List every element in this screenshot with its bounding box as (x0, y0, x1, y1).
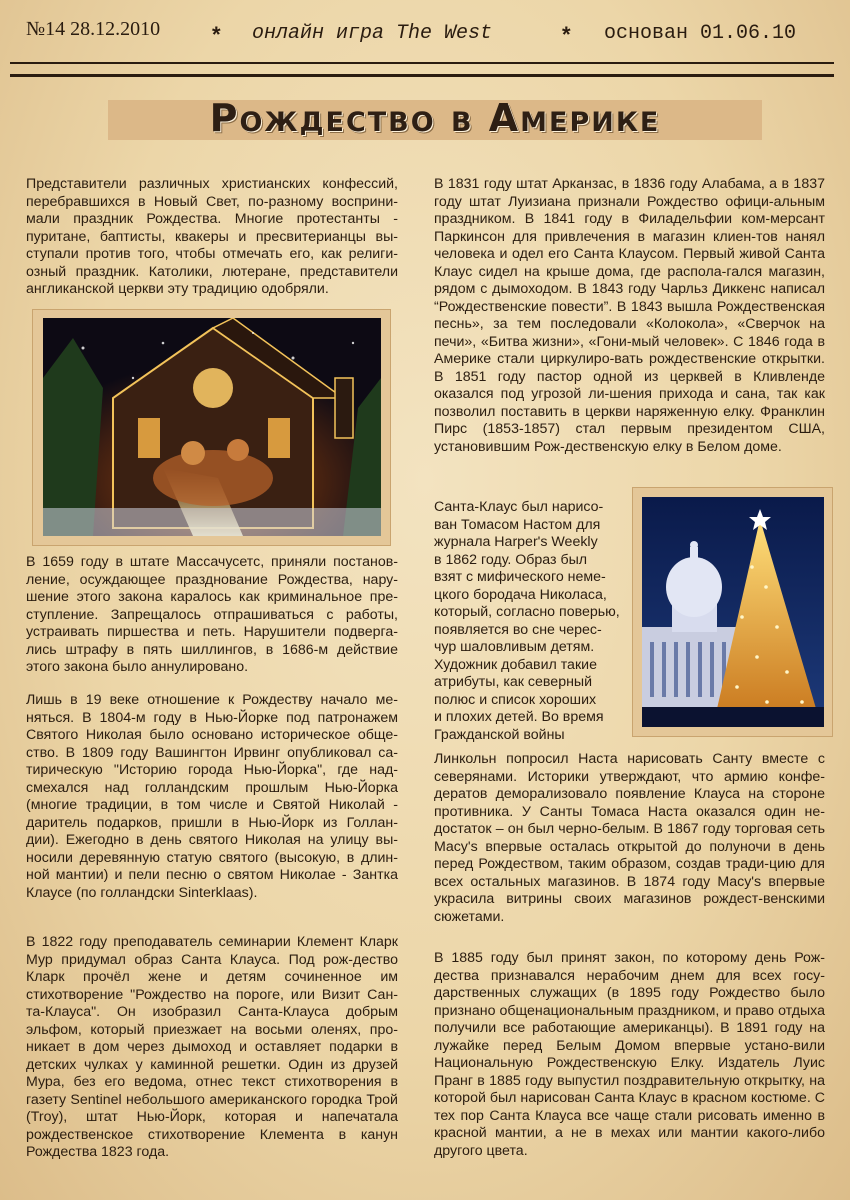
text-line: и плохих детей. Во время (434, 709, 604, 725)
masthead-rule-thick (10, 74, 834, 77)
right-paragraph-3: В 1885 году был принят закон, по которому день Рож-дества признавался нерабочим днем для всех госу-дарственных служащих (в 1895 году Рождество было признано общенациональным праздником, и право отдыха получили все работающие американцы). В 1891 году на лужайке перед Белым Домом впервые устано-вили Национальную Рождественскую Елку. Издатель Луис Пранг в 1885 году выпустил поздравительную открытку, на которой был нарисован Санта Клаус в красном костюме. С тех пор Санта Клауса все чаще стали рисовать именно в красной мантии, а не в мехах или мантии какого-либо другого цвета. (434, 950, 825, 1159)
masthead-star-right: * (562, 22, 571, 47)
left-paragraph-1: Представители различных христианских конфессий, перебравшихся в Новый Свет, по-разному восприни-мали праздник Рождества. Многие протестанты - пуритане, баптисты, квакеры и пресвитерианцы вы-ступали против того, чтобы отмечать его, как религи-озный праздник. Католики, лютеране, представители англиканской церкви эту традицию одобряли. (26, 176, 398, 297)
text-line: цкого бородача Николаса, (434, 586, 607, 603)
text-line: полюс и список хороших (434, 691, 597, 708)
masthead-game-name: онлайн игра The West (252, 22, 493, 45)
masthead-founded-date: основан 01.06.10 (604, 22, 797, 45)
text-line: чур шаловливым детям. (434, 639, 595, 655)
text-line: Санта-Клаус был нарисо- (434, 499, 604, 515)
masthead-star-left: * (212, 22, 221, 47)
right-paragraph-2-continued: Линкольн попросил Наста нарисовать Санту вместе с северянами. Историки утверждают, что армию конфе-дератов деморализовало появление Клауса на стороне противника. У Санты Томаса Наста оказался один не-достаток – он был черно-белым. В 1867 году торговая сеть Macy's впервые осталась открытой до полуночи в день перед Рождеством, таким образом, создав тради-цию для всех остальных магазинов. В 1874 году Macy's впервые украсила витрины своих магазинов рождест-венскими сюжетами. (434, 751, 825, 925)
text-line: журнала Harper's Weekly (434, 534, 598, 550)
text-line: атрибуты, как северный (434, 674, 593, 690)
left-paragraph-4: В 1822 году преподаватель семинарии Клемент Кларк Мур придумал образ Санта Клауса. Под рож-дество Кларк прочёл жене и детям сочиненное им стихотворение "Рождество на пороге, или Визит Сан-та-Клауса". Он изобразил Санта-Клауса добрым эльфом, который приезжает на восьми оленях, про-никает в дом через дымоход и оставляет подарки в детских чулках у каминной решетки. Один из друзей Мура, без его ведома, отнес текст стихотворения в газету Sentinel небольшого американского городка Трой (Troy), штат Нью-Йорк, которая и напечатала рождественское стихотворение Клемента в канун Рождества 1823 года. (26, 934, 398, 1160)
text-line: ван Томасом Настом для (434, 516, 601, 533)
capitol-christmas-tree-icon (642, 497, 824, 727)
issue-number-date: №14 28.12.2010 (26, 18, 161, 40)
right-paragraph-2-wrapped (434, 499, 632, 744)
left-paragraph-2: В 1659 году в штате Массачусетс, приняли постанов-ление, осуждающее празднование Рождества, нару-шение этого закона каралось как криминальное пре-ступление. Запрещалось отпрашиваться с работы, устраивать пиршества и петь. Нарушители подверга-лись штрафу в пять шиллингов, в 1686-м действие этого закона было аннулировано. (26, 554, 398, 675)
masthead-rule-thin (10, 62, 834, 64)
left-paragraph-3: Лишь в 19 веке отношение к Рождеству начало ме-няться. В 1804-м году в Нью-Йорке под патронажем Святого Николая было основано историческое обще-ство. В 1809 году Вашингтон Ирвинг опубликовал са-тирическую "Историю города Нью-Йорка", где над-смехался над голландским прошлым Нью-Йорка (многие традиции, в том числе и Святой Николай - даритель подарков, пришли в Нью-Йорк из Голлан-дии). Ежегодно в день святого Николая на улицу вы-носили деревянную статую святого (высокую, в длин-ной мантии) и пели песню о святом Николае - Зантка Клаусе (по голландски Sinterklaas). (26, 692, 398, 901)
nativity-church-icon (43, 318, 381, 536)
text-line: появляется во сне черес- (434, 621, 602, 638)
right-paragraph-1: В 1831 году штат Арканзас, в 1836 году Алабама, а в 1837 году штат Луизиана признали Рождество офици-альным праздником. В 1841 году в Филадельфии ком-мерсант Паркинсон для привлечения в магазин клиен-тов нанял человека и одел его Санта Клаусом. Первый живой Санта Клаус сидел на крыше дома, где распола-гался магазин, рядом с дымоходом. В 1843 году Чарльз Диккенс написал “Рождественские повести”. В 1843 вышла Рождественская песнь», за тем последовали «Колокола», «Сверчок на печи», «Битва жизни», «Гони-мый человек». С 1846 года в Америке стали циркулиро-вать рождественские открытки. В 1851 году пастор одной из церквей в Кливленде оказался под угрозой ли-шения прихода и сана, так как позволил поставить в церкви наряженную елку. Франклин Пирс (1853-1857) стал первым президентом США, установившим Рож-дественскую елку в Белом доме. (434, 176, 825, 455)
masthead (0, 0, 850, 70)
text-line: взят с мифического неме- (434, 569, 606, 585)
text-line: который, согласно поверью, (434, 604, 620, 620)
text-line: Гражданской войны (434, 726, 565, 743)
text-line: Художник добавил такие (434, 656, 597, 673)
article-title: Рождество в Америке (209, 96, 661, 140)
text-line: в 1862 году. Образ был (434, 551, 588, 568)
